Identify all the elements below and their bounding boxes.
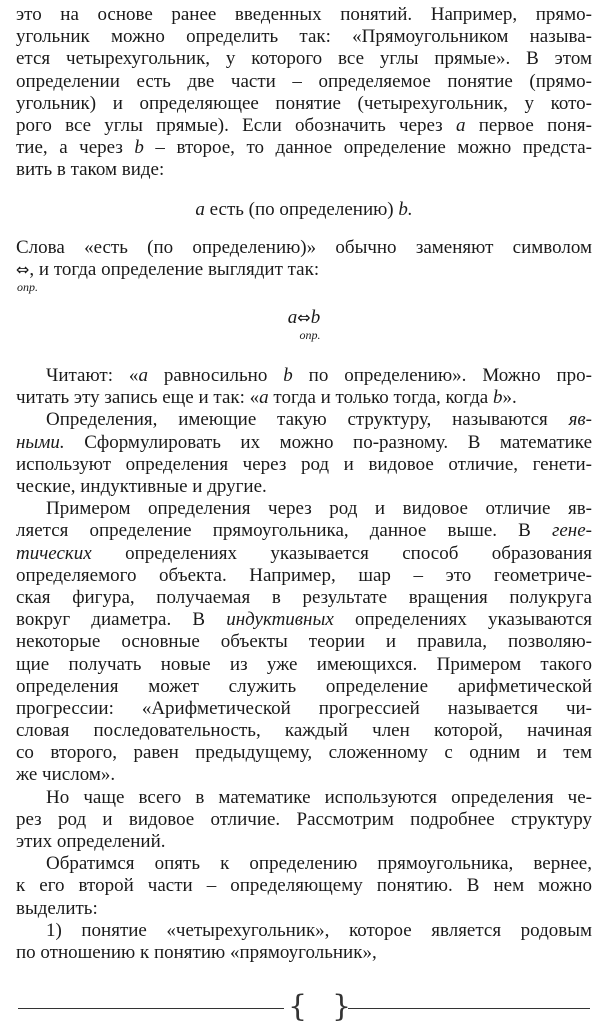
text-line: Слова «есть (по определению)» обычно заменяют символом xyxy=(16,236,592,258)
text-line xyxy=(16,520,592,542)
text-line: к его второй части – определяющему понятию. В нем можно xyxy=(16,875,592,897)
opr-subscript: опр. xyxy=(17,280,38,295)
text-line xyxy=(16,543,592,565)
text-fragment: ». xyxy=(502,387,517,409)
formula-equivalence xyxy=(16,307,592,351)
equivalence-symbol: ⇔ xyxy=(16,259,30,279)
text-line: ется четырехугольник, у которого все углы прямые». В этом xyxy=(16,48,592,70)
text-line: щие получать новые из уже имеющихся. Примером такого xyxy=(16,653,592,675)
text-line: Обратимся опять к определению прямоугольника, вернее, xyxy=(46,853,592,875)
text-line: Но чаще всего в математике используются определения че- xyxy=(46,786,592,808)
text-line xyxy=(16,137,592,159)
formula-definition xyxy=(16,199,592,221)
variable-b: b xyxy=(493,387,503,409)
text-line xyxy=(16,387,592,409)
text-line xyxy=(16,409,592,431)
variable-a: a xyxy=(455,114,466,136)
text-line: некоторые основные объекты теории и правила, позволяю- xyxy=(16,631,592,653)
variable-b: b xyxy=(310,307,321,329)
emphasis: ными. xyxy=(16,431,65,453)
page-footer xyxy=(18,989,590,1024)
page-body xyxy=(16,4,592,964)
page-number-bracket-right: } xyxy=(332,989,352,1024)
text-line: вить в таком виде: xyxy=(16,159,165,181)
footer-rule-right xyxy=(348,1008,590,1009)
emphasis: тических xyxy=(16,542,92,564)
formula-text: есть (по определению) xyxy=(209,198,394,220)
text-line: используют определения через род и видовое отличие, генети- xyxy=(16,453,592,475)
footer-rule-left xyxy=(18,1008,284,1009)
text-fragment: тогда и только тогда, когда xyxy=(268,387,493,409)
text-line: определения может служить определение арифметической xyxy=(16,675,592,697)
text-fragment: Читают: « xyxy=(46,365,139,387)
text-line xyxy=(16,259,592,281)
text-line xyxy=(16,115,592,137)
text-line: выделить: xyxy=(16,897,98,919)
text-fragment: рого все углы прямые). Если обозначить через xyxy=(16,114,456,136)
text-fragment: Определения, имеющие такую структуру, называются xyxy=(46,409,569,431)
text-line xyxy=(16,432,592,454)
text-line: этих определений. xyxy=(16,831,166,852)
text-line: по отношению к понятию «прямоугольник», xyxy=(16,941,377,963)
text-line: прогрессии: «Арифметической прогрессией называется чи- xyxy=(16,697,592,719)
text-line: определяемого объекта. Например, шар – это геометриче- xyxy=(16,564,592,586)
text-fragment: – второе, то данное определение можно предста- xyxy=(143,137,592,159)
text-fragment: ляется определение прямоугольника, данное выше. В xyxy=(16,520,552,542)
text-fragment: равносильно xyxy=(147,365,284,387)
text-fragment: первое поня- xyxy=(465,114,592,136)
text-line: словая последовательность, каждый член которой, начиная xyxy=(16,720,592,742)
text-line: угольник) и определяющее понятие (четырехугольник, у кото- xyxy=(16,92,592,114)
text-fragment: по определению». Можно про- xyxy=(292,365,592,387)
page-number-bracket-left: { xyxy=(288,989,308,1024)
text-line: со второго, равен предыдущему, сложенному с одним и тем xyxy=(16,742,592,764)
equivalence-symbol: ⇔ xyxy=(297,308,311,328)
text-fragment: тие, а через xyxy=(16,137,135,159)
text-fragment: Сформулировать их можно по-разному. В математике xyxy=(64,431,592,453)
text-line: это на основе ранее введенных понятий. Например, прямо- xyxy=(16,4,592,25)
text-line: ская фигура, получаемая в результате вращения полукруга xyxy=(16,586,592,608)
text-line: ческие, индуктивные и другие. xyxy=(16,476,267,497)
text-fragment: вокруг диаметра. В xyxy=(16,609,227,631)
emphasis: яв- xyxy=(568,409,592,431)
text-fragment: определениях указываются xyxy=(333,609,592,631)
variable-b: b xyxy=(134,137,144,159)
text-line xyxy=(16,609,592,631)
variable-b: b xyxy=(283,365,293,387)
text-fragment: читать эту запись еще и так: « xyxy=(16,387,260,409)
text-fragment: , и тогда определение выглядит так: xyxy=(29,258,320,280)
text-fragment: определениях указывается способ образования xyxy=(91,542,592,564)
opr-subscript: опр. xyxy=(299,328,321,343)
text-line: определении есть две части – определяемое понятие (прямо- xyxy=(16,70,592,92)
emphasis: гене- xyxy=(551,520,592,542)
text-line: Примером определения через род и видовое отличие яв- xyxy=(46,498,592,520)
text-line xyxy=(16,365,592,387)
text-line: 1) понятие «четырехугольник», которое является родовым xyxy=(46,919,592,941)
text-line: же числом». xyxy=(16,764,116,786)
emphasis: индуктивных xyxy=(226,609,334,631)
text-line: угольник можно определить так: «Прямоугольником называ- xyxy=(16,26,592,48)
text-line: рез род и видовое отличие. Рассмотрим подробнее структуру xyxy=(16,808,592,830)
variable-a: a xyxy=(287,307,298,329)
variable-a: a xyxy=(138,365,148,387)
variable-a: a xyxy=(259,387,269,409)
variable-a: a xyxy=(195,198,205,220)
variable-b: b. xyxy=(398,198,413,220)
